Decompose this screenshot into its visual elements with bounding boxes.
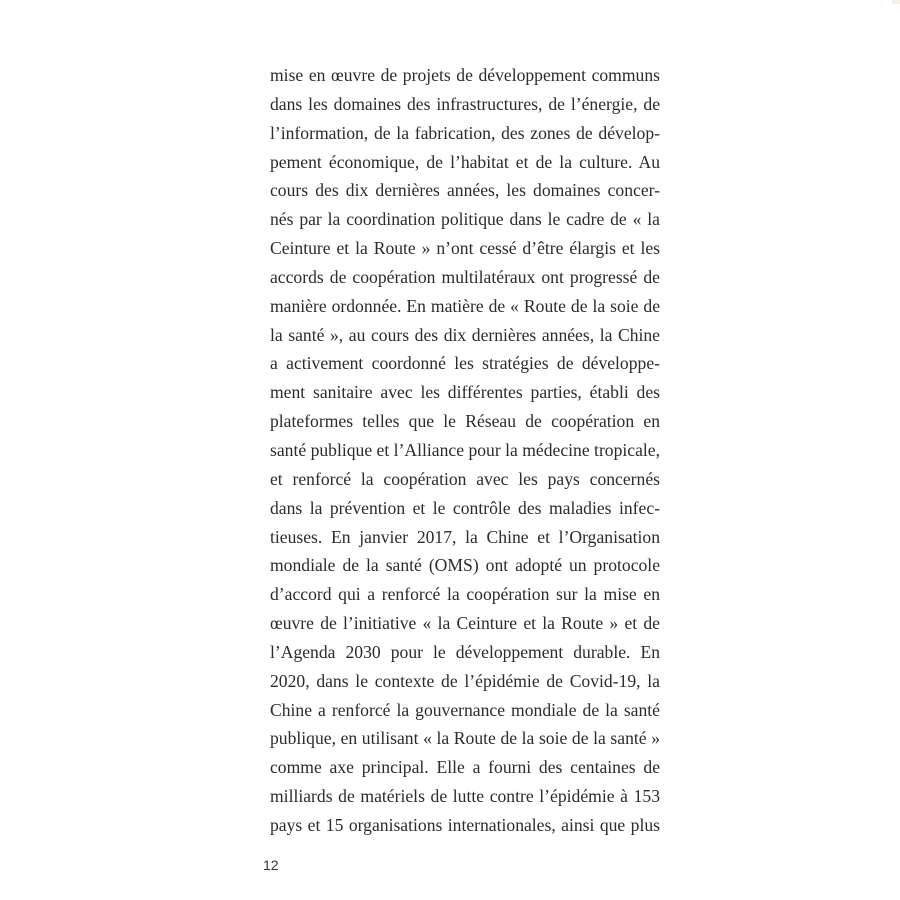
text-line: a activement coordonné les stratégies de développe-	[270, 353, 660, 374]
text-line: Ceinture et la Route » n’ont cessé d’être élargis et les	[270, 238, 660, 259]
text-line: milliards de matériels de lutte contre l’épidémie à 153	[270, 786, 660, 807]
text-line: plateformes telles que le Réseau de coopération en	[270, 411, 660, 432]
text-line: manière ordonnée. En matière de « Route de la soie de	[270, 295, 660, 316]
page-number: 12	[263, 857, 279, 873]
text-line: Chine a renforcé la gouvernance mondiale de la santé	[270, 699, 660, 720]
text-line: comme axe principal. Elle a fourni des centaines de	[270, 757, 660, 778]
text-line: pays et 15 organisations internationales, ainsi que plus	[270, 814, 660, 835]
text-line: tieuses. En janvier 2017, la Chine et l’Organisation	[270, 526, 660, 547]
text-line: accords de coopération multilatéraux ont progressé de	[270, 266, 660, 287]
text-line: ment sanitaire avec les différentes parties, établi des	[270, 382, 660, 403]
text-line: santé publique et l’Alliance pour la médecine tropicale,	[270, 439, 660, 460]
text-line: l’Agenda 2030 pour le développement durable. En	[270, 641, 660, 662]
text-line: dans la prévention et le contrôle des maladies infec-	[270, 497, 660, 518]
text-line: œuvre de l’initiative « la Ceinture et la Route » et de	[270, 613, 660, 634]
text-line: dans les domaines des infrastructures, de l’énergie, de	[270, 93, 660, 114]
text-line: mondiale de la santé (OMS) ont adopté un protocole	[270, 555, 660, 576]
text-line: et renforcé la coopération avec les pays concernés	[270, 468, 660, 489]
text-line: nés par la coordination politique dans le cadre de « la	[270, 209, 660, 230]
text-line: la santé », au cours des dix dernières années, la Chine	[270, 324, 660, 345]
scan-edge-mark	[892, 0, 900, 4]
text-line: mise en œuvre de projets de développement communs	[270, 65, 660, 85]
text-line: pement économique, de l’habitat et de la culture. Au	[270, 151, 660, 172]
text-line: publique, en utilisant « la Route de la soie de la santé »	[270, 728, 660, 749]
text-line: l’information, de la fabrication, des zones de dévelop-	[270, 122, 660, 143]
text-line: d’accord qui a renforcé la coopération sur la mise en	[270, 584, 660, 605]
body-text	[270, 61, 660, 840]
text-line: cours des dix dernières années, les domaines concer-	[270, 180, 660, 201]
text-line: 2020, dans le contexte de l’épidémie de Covid-19, la	[270, 670, 660, 691]
